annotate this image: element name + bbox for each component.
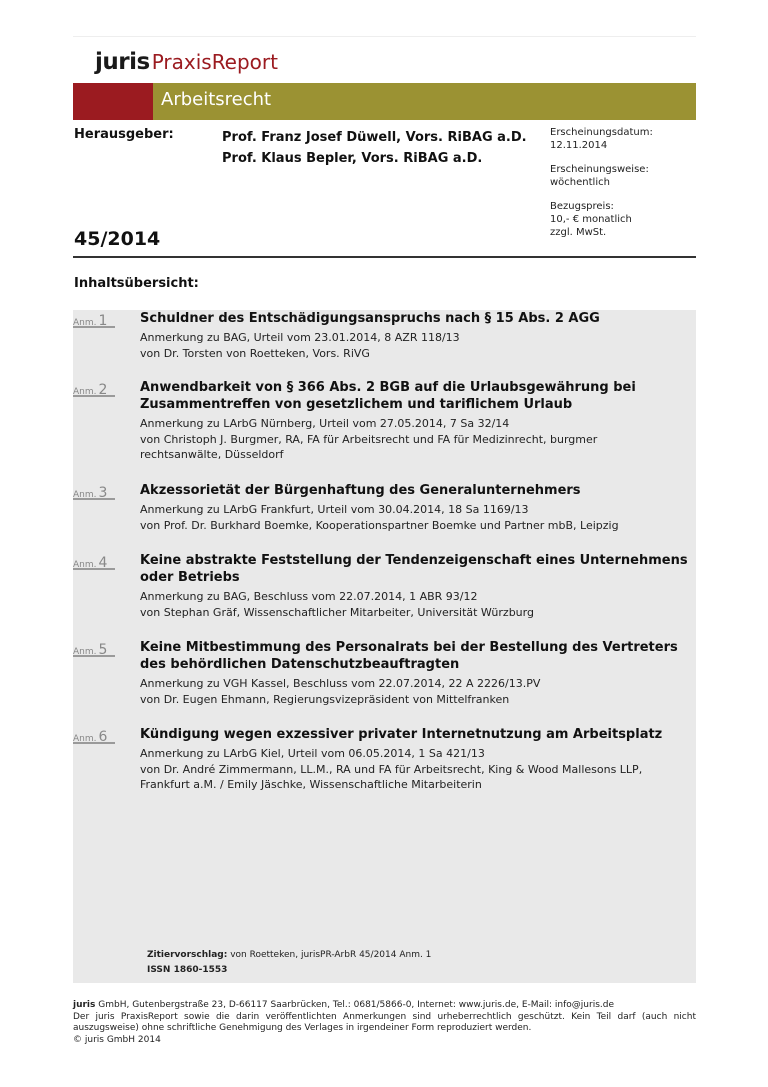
- footer-address-line: [73, 1000, 696, 1012]
- meta-price-note: zzgl. MwSt.: [550, 227, 607, 238]
- entry-body: [140, 552, 696, 620]
- anm-marker: Anm. 3: [73, 482, 115, 500]
- entry-author-cont: rechtsanwälte, Düsseldorf: [140, 448, 284, 461]
- meta-date: [550, 126, 653, 152]
- entry-author: von Dr. Torsten von Roetteken, Vors. RiVG: [140, 346, 370, 360]
- header-banner: [73, 36, 696, 120]
- entry-details: [140, 589, 696, 620]
- entry-author: von Dr. André Zimmermann, LL.M., RA und FA für Arbeitsrecht, King & Wood Mallesons LLP,: [140, 762, 643, 776]
- footer-brand: juris: [73, 1000, 96, 1010]
- entry-title[interactable]: Schuldner des Entschädigungsanspruchs nach § 15 Abs. 2 AGG: [140, 311, 600, 326]
- entry-title[interactable]: Kündigung wegen exzessiver privater Internetnutzung am Arbeitsplatz: [140, 727, 663, 742]
- entry-court: Anmerkung zu BAG, Urteil vom 23.01.2014, 8 AZR 118/13: [140, 331, 460, 344]
- entry-court: Anmerkung zu LArbG Frankfurt, Urteil vom 30.04.2014, 18 Sa 1169/13: [140, 503, 529, 516]
- entry-author: von Dr. Eugen Ehmann, Regierungsvizepräsident von Mittelfranken: [140, 692, 510, 706]
- anm-marker: Anm. 2: [73, 379, 115, 397]
- entry-court: Anmerkung zu VGH Kassel, Beschluss vom 22.07.2014, 22 A 2226/13.PV: [140, 677, 541, 690]
- entry-court: Anmerkung zu BAG, Beschluss vom 22.07.2014, 1 ABR 93/12: [140, 590, 478, 603]
- logo-area: [73, 36, 696, 83]
- publication-meta: [550, 126, 653, 250]
- toc-heading: Inhaltsübersicht:: [74, 276, 199, 291]
- entry-details: [140, 676, 696, 707]
- meta-price-label: Bezugspreis:: [550, 201, 614, 212]
- issue-number: 45/2014: [74, 228, 161, 250]
- citation-block: [147, 948, 431, 978]
- meta-date-label: Erscheinungsdatum:: [550, 127, 653, 138]
- entry-court: Anmerkung zu LArbG Kiel, Urteil vom 06.05.2014, 1 Sa 421/13: [140, 747, 485, 760]
- entry-details: [140, 746, 696, 793]
- page-footer: [73, 1000, 696, 1046]
- editor-2: Prof. Klaus Bepler, Vors. RiBAG a.D.: [222, 151, 483, 166]
- citation-text: von Roetteken, jurisPR-ArbR 45/2014 Anm. 1: [230, 950, 432, 960]
- band-olive-block: [153, 83, 696, 120]
- footer-legal: Der juris PraxisReport sowie die darin veröffentlichten Anmerkungen sind urheberrechtlich geschützt. Kein Teil darf (auch nicht auszugsweise) ohne schriftliche Genehmigung des Verlages in irgendeiner Form reproduziert werden.: [73, 1011, 696, 1033]
- juris-logo: [95, 49, 278, 75]
- section-band: [73, 83, 696, 120]
- meta-price-value: 10,- € monatlich: [550, 214, 632, 225]
- entry-court: Anmerkung zu LArbG Nürnberg, Urteil vom 27.05.2014, 7 Sa 32/14: [140, 417, 510, 430]
- entry-body: [140, 482, 696, 533]
- citation-label: Zitiervorschlag:: [147, 950, 228, 960]
- entry-title[interactable]: Akzessorietät der Bürgenhaftung des Generalunternehmers: [140, 483, 581, 498]
- header-divider: [73, 256, 696, 258]
- anm-marker: Anm. 4: [73, 552, 115, 570]
- meta-frequency-label: Erscheinungsweise:: [550, 164, 649, 175]
- entry-author: von Prof. Dr. Burkhard Boemke, Kooperationspartner Boemke und Partner mbB, Leipzig: [140, 518, 619, 532]
- meta-frequency: [550, 163, 653, 189]
- toc-panel: [73, 310, 696, 983]
- entry-author: von Stephan Gräf, Wissenschaftlicher Mitarbeiter, Universität Würzburg: [140, 605, 534, 619]
- anm-marker: Anm. 6: [73, 726, 115, 744]
- entry-title[interactable]: Anwendbarkeit von § 366 Abs. 2 BGB auf die Urlaubsgewährung bei Zusammentreffen von gesetzlichem und tariflichem Urlaub: [140, 380, 636, 412]
- meta-price: [550, 200, 653, 239]
- entry-author-cont: Frankfurt a.M. / Emily Jäschke, Wissenschaftliche Mitarbeiterin: [140, 778, 482, 791]
- meta-frequency-value: wöchentlich: [550, 177, 610, 188]
- meta-date-value: 12.11.2014: [550, 140, 608, 151]
- issn: ISSN 1860-1553: [147, 965, 228, 975]
- logo-product: PraxisReport: [151, 50, 278, 74]
- entry-body: [140, 379, 696, 463]
- footer-copyright: © juris GmbH 2014: [73, 1034, 161, 1045]
- entry-body: [140, 310, 696, 361]
- entry-title[interactable]: Keine abstrakte Feststellung der Tendenzeigenschaft eines Unternehmens oder Betriebs: [140, 553, 688, 585]
- anm-marker: Anm. 5: [73, 639, 115, 657]
- editors: [222, 127, 527, 169]
- logo-brand: juris: [95, 49, 150, 75]
- footer-address: GmbH, Gutenbergstraße 23, D-66117 Saarbrücken, Tel.: 0681/5866-0, Internet: www.juris.de, E-Mail: info@juris.de: [98, 1000, 615, 1010]
- entry-author: von Christoph J. Burgmer, RA, FA für Arbeitsrecht und FA für Medizinrecht, burgmer: [140, 432, 598, 446]
- anm-marker: Anm. 1: [73, 310, 115, 328]
- entry-details: [140, 502, 696, 533]
- entry-details: [140, 330, 696, 361]
- editor-1: Prof. Franz Josef Düwell, Vors. RiBAG a.D.: [222, 130, 527, 145]
- band-red-block: [73, 83, 153, 120]
- entry-body: [140, 639, 696, 707]
- publisher-label: Herausgeber:: [74, 127, 174, 142]
- entry-title[interactable]: Keine Mitbestimmung des Personalrats bei der Bestellung des Vertreters des behördlichen Datenschutzbeauftragten: [140, 640, 678, 672]
- section-title: Arbeitsrecht: [161, 89, 272, 110]
- entry-body: [140, 726, 696, 793]
- citation-line: [147, 948, 431, 963]
- entry-details: [140, 416, 696, 463]
